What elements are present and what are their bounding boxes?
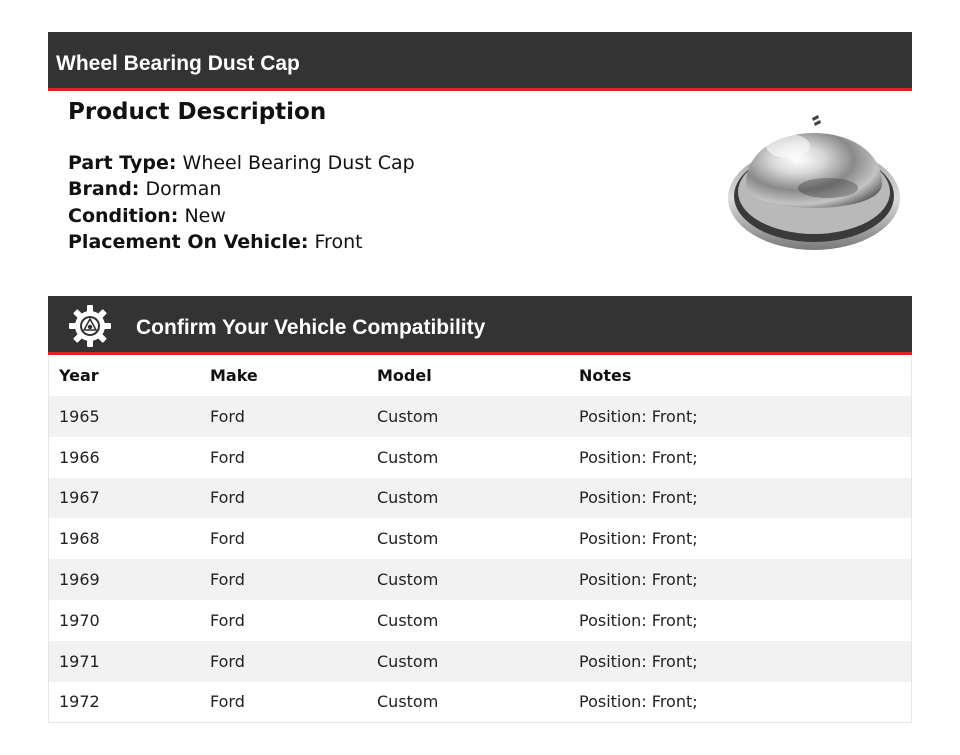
cell-year: 1968 bbox=[49, 518, 201, 559]
spec-condition bbox=[68, 203, 708, 229]
description-heading: Product Description bbox=[68, 99, 327, 125]
cell-year: 1969 bbox=[49, 559, 201, 600]
product-description bbox=[68, 96, 708, 255]
cell-year: 1965 bbox=[49, 396, 201, 437]
spec-value: Wheel Bearing Dust Cap bbox=[182, 152, 415, 174]
spec-value: New bbox=[184, 204, 226, 227]
table-row bbox=[49, 682, 912, 723]
cell-notes: Position: Front; bbox=[569, 478, 912, 519]
cell-make: Ford bbox=[200, 559, 367, 600]
table-row bbox=[49, 600, 912, 641]
cell-notes: Position: Front; bbox=[569, 641, 912, 682]
column-header-year: Year bbox=[49, 355, 201, 396]
cell-notes: Position: Front; bbox=[569, 396, 912, 437]
table-header-row bbox=[49, 355, 912, 396]
column-header-model: Model bbox=[367, 355, 569, 396]
column-header-notes: Notes bbox=[569, 355, 912, 396]
spec-part-type bbox=[68, 150, 708, 176]
spec-brand bbox=[68, 176, 708, 202]
spec-label: Brand: bbox=[68, 178, 140, 201]
page-title: Wheel Bearing Dust Cap bbox=[56, 52, 300, 75]
cell-year: 1971 bbox=[49, 641, 201, 682]
gear-icon bbox=[68, 304, 112, 348]
cell-make: Ford bbox=[200, 600, 367, 641]
cell-year: 1970 bbox=[49, 600, 201, 641]
spec-placement bbox=[68, 229, 708, 255]
cell-make: Ford bbox=[200, 478, 367, 519]
spec-label: Condition: bbox=[68, 204, 179, 227]
cell-notes: Position: Front; bbox=[569, 600, 912, 641]
cell-make: Ford bbox=[200, 518, 367, 559]
compatibility-bar bbox=[48, 296, 912, 355]
compatibility-table bbox=[48, 355, 912, 723]
cell-make: Ford bbox=[200, 437, 367, 478]
cell-model: Custom bbox=[367, 518, 569, 559]
column-header-make: Make bbox=[200, 355, 367, 396]
cell-year: 1966 bbox=[49, 437, 201, 478]
table-row bbox=[49, 641, 912, 682]
cell-model: Custom bbox=[367, 682, 569, 723]
cell-year: 1972 bbox=[49, 682, 201, 723]
table-row bbox=[49, 437, 912, 478]
cell-model: Custom bbox=[367, 641, 569, 682]
table-row bbox=[49, 559, 912, 600]
cell-make: Ford bbox=[200, 396, 367, 437]
table-row bbox=[49, 478, 912, 519]
cell-notes: Position: Front; bbox=[569, 682, 912, 723]
cell-model: Custom bbox=[367, 559, 569, 600]
cell-year: 1967 bbox=[49, 478, 201, 519]
title-bar bbox=[48, 32, 912, 91]
spec-value: Front bbox=[314, 230, 363, 253]
cell-model: Custom bbox=[367, 396, 569, 437]
cell-notes: Position: Front; bbox=[569, 518, 912, 559]
spec-list bbox=[68, 150, 708, 255]
table-row bbox=[49, 518, 912, 559]
cell-make: Ford bbox=[200, 641, 367, 682]
spec-label: Part Type: bbox=[68, 152, 177, 174]
cell-make: Ford bbox=[200, 682, 367, 723]
product-photo bbox=[728, 96, 908, 256]
cell-model: Custom bbox=[367, 437, 569, 478]
cell-notes: Position: Front; bbox=[569, 559, 912, 600]
spec-value: Dorman bbox=[145, 178, 222, 201]
cell-notes: Position: Front; bbox=[569, 437, 912, 478]
spec-label: Placement On Vehicle: bbox=[68, 230, 309, 253]
cell-model: Custom bbox=[367, 478, 569, 519]
table-row bbox=[49, 396, 912, 437]
cell-model: Custom bbox=[367, 600, 569, 641]
compatibility-title: Confirm Your Vehicle Compatibility bbox=[136, 316, 486, 339]
